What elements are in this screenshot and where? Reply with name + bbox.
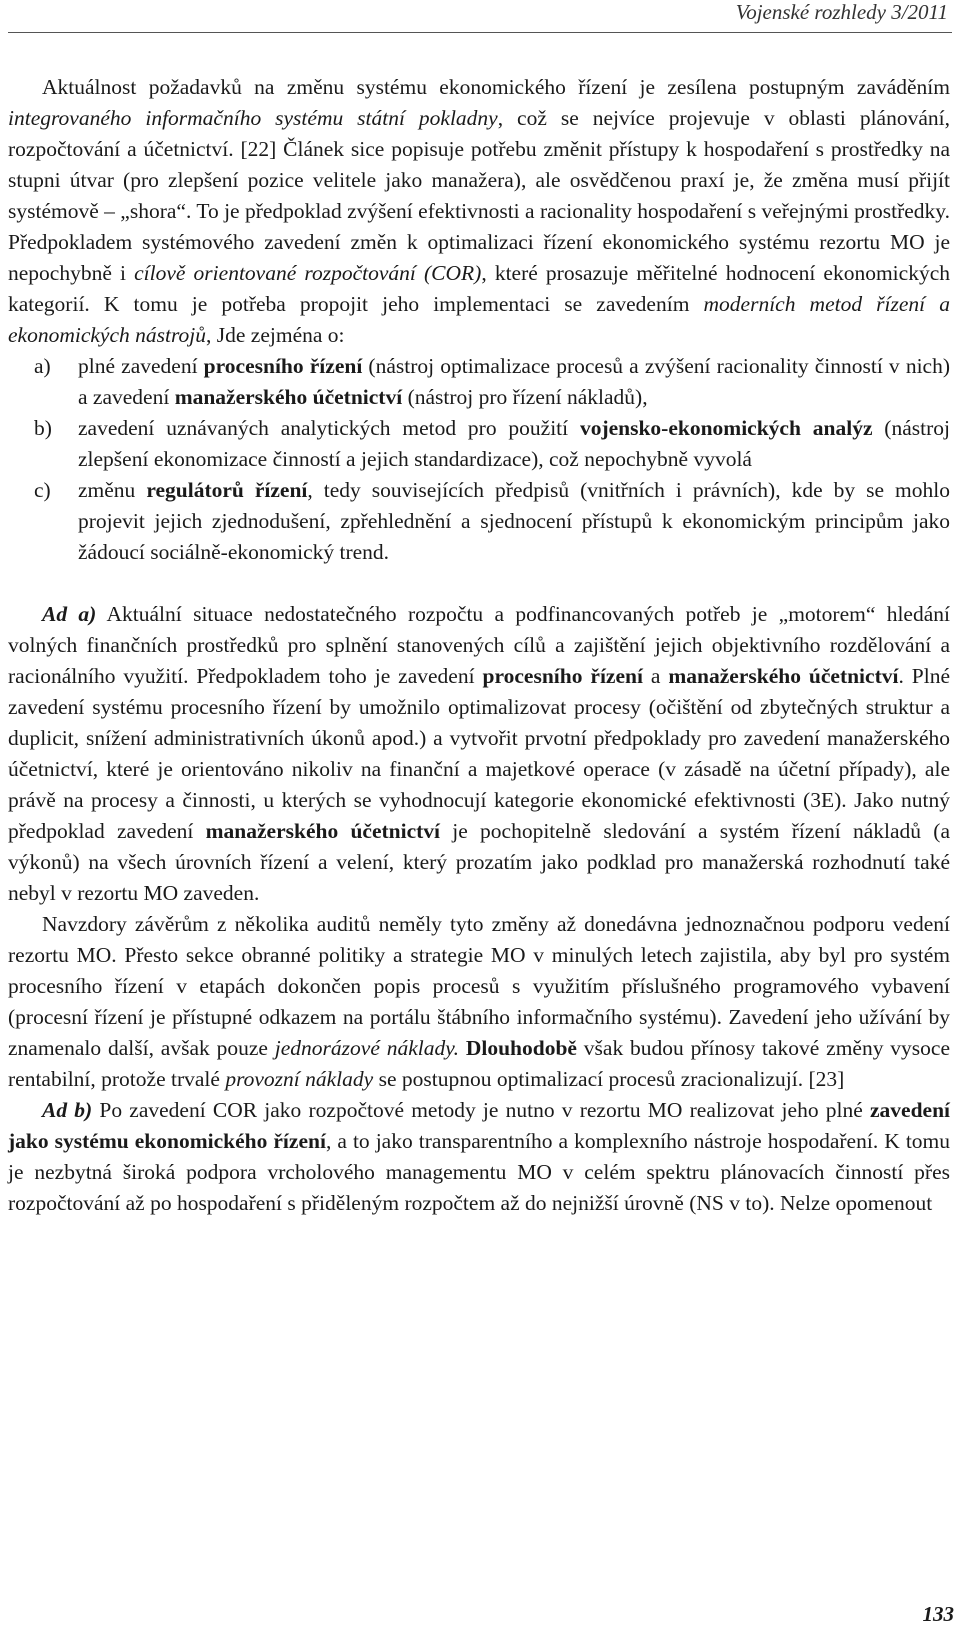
text: změnu xyxy=(78,478,147,502)
list-item xyxy=(8,351,950,413)
paragraph-lead: Ad b) xyxy=(42,1098,93,1122)
bold-term: regulátorů řízení xyxy=(146,478,308,502)
text: , což se nejvíce projevuje v oblasti plánování, rozpočtování a účetnictví. [22] Článek sice popisuje potřebu změnit přístupy k hospodaření s prostředky na stupni útvar (pro zlepšení pozice velitele jako manažera), ale osvědčenou praxí je, že změna musí přijít systémově – „shora“. To je předpoklad zvýšení efektivnosti a racionality hospodaření s veřejnými prostředky. Předpokladem systémového zavedení změn k optimalizaci řízení ekonomického systému rezortu MO je nepochybně i xyxy=(8,106,950,285)
italic-term: integrovaného informačního systému státní pokladny xyxy=(8,106,498,130)
text: se postupnou optimalizací procesů zracionalizují. [23] xyxy=(373,1067,845,1091)
text: , Jde zejména o: xyxy=(206,323,345,347)
text: Aktuálnost požadavků na změnu systému ekonomického řízení je zesílena postupným zaváděním xyxy=(42,75,950,99)
paragraph-lead: Ad a) xyxy=(42,602,97,626)
text: plné zavedení xyxy=(78,354,204,378)
text: Po zavedení COR jako rozpočtové metody je nutno v rezortu MO realizovat jeho plné xyxy=(92,1098,870,1122)
text: však budou přínosy takové změny vysoce rentabilní, protože trvalé xyxy=(8,1036,951,1091)
text: a xyxy=(642,664,669,688)
bold-term: zavedení jako systému ekonomického řízení xyxy=(8,1098,951,1153)
text: . Plné zavedení systému procesního řízení by umožnilo optimalizovat procesy (očištění od zbytečných struktur a duplicit, snížení administrativních úkonů apod.) a vytvořit prvotní předpoklady pro zavedení manažerského účetnictví, které je orientováno nikoliv na finanční a majetkové operace (v zásadě na účetní případy), ale právě na procesy a činnosti, u kterých se vyhodnocují kategorie ekonomické efektivnosti (3E). Jako nutný předpoklad zavedení xyxy=(8,664,951,843)
paragraph-intro xyxy=(8,72,950,351)
paragraph-audits xyxy=(8,909,950,1095)
text: (nástroj zlepšení ekonomizace činností a jejich standardizace), což nepochybně vyvolá xyxy=(78,416,950,471)
bold-term: procesního řízení xyxy=(203,354,363,378)
text: Navzdory závěrům z několika auditů neměly tyto změny až donedávna jednoznačnou podporu vedení rezortu MO. Přesto sekce obranné politiky a strategie MO v minulých letech zajistila, aby byl pro systém procesního řízení v etapách dokončen popis procesů s využitím příslušného programového vybavení (procesní řízení je přístupné odkazem na portálu štábního informačního systému). Zavedení jeho užívání by znamenalo další, avšak pouze xyxy=(8,912,950,1060)
measures-list xyxy=(8,351,950,568)
text: zavedení uznávaných analytických metod pro použití xyxy=(78,416,580,440)
header-rule xyxy=(8,32,952,33)
paragraph-ad-b xyxy=(8,1095,950,1219)
list-label: c) xyxy=(34,478,51,502)
italic-term: cílově orientované rozpočtování (COR) xyxy=(134,261,482,285)
italic-term: moderních metod řízení a ekonomických nástrojů xyxy=(8,292,950,347)
text: je pochopitelně sledování a systém řízení nákladů (a výkonů) na všech úrovních řízení a velení, který prozatím jako podklad pro manažerská rozhodnutí také nebyl v rezortu MO zaveden. xyxy=(8,819,950,905)
paragraph-ad-a xyxy=(8,599,950,909)
list-item xyxy=(8,475,950,568)
body-text xyxy=(8,72,950,1219)
bold-term: procesního řízení xyxy=(482,664,643,688)
paragraph-gap xyxy=(8,568,950,599)
text: (nástroj pro řízení nákladů), xyxy=(402,385,648,409)
text: , a to jako transparentního a komplexního nástroje hospodaření. K tomu je nezbytná široká podpora vrcholového managementu MO v celém spektru plánovacích činností přes rozpočtování až po hospodaření s přiděleným rozpočtem až do nejnižší úrovně (NS v to). Nelze opomenout xyxy=(8,1129,951,1215)
text: Aktuální situace nedostatečného rozpočtu a podfinancovaných potřeb je „motorem“ hledání volných finančních prostředků pro splnění stanovených cílů a zajištění jejich objektivního rozdělování a racionálního využití. Předpokladem toho je zavedení xyxy=(8,602,950,688)
text: , tedy souvisejících předpisů (vnitřních i právních), kde by se mohlo projevit jejich zjednodušení, zpřehlednění a sjednocení přístupů k ekonomickým principům jako žádoucí sociálně-ekonomický trend. xyxy=(78,478,950,564)
text: , které prosazuje měřitelné hodnocení ekonomických kategorií. K tomu je potřeba propojit jeho implementaci se zavedením xyxy=(8,261,950,316)
bold-term: vojensko-ekonomických analýz xyxy=(579,416,873,440)
italic-term: jednorázové náklady. xyxy=(274,1036,459,1060)
bold-term: manažerského účetnictví xyxy=(205,819,441,843)
page-number: 133 xyxy=(922,1602,954,1626)
list-label: a) xyxy=(34,354,51,378)
bold-term: manažerského účetnictví xyxy=(668,664,899,688)
bold-term: manažerského účetnictví xyxy=(174,385,403,409)
running-header: Vojenské rozhledy 3/2011 xyxy=(735,0,948,24)
italic-term: provozní náklady xyxy=(225,1067,374,1091)
list-item xyxy=(8,413,950,475)
list-label: b) xyxy=(34,416,52,440)
text xyxy=(459,1036,466,1060)
text: (nástroj optimalizace procesů a zvýšení racionality činností v nich) a zavedení xyxy=(78,354,950,409)
bold-term: Dlouhodobě xyxy=(465,1036,577,1060)
